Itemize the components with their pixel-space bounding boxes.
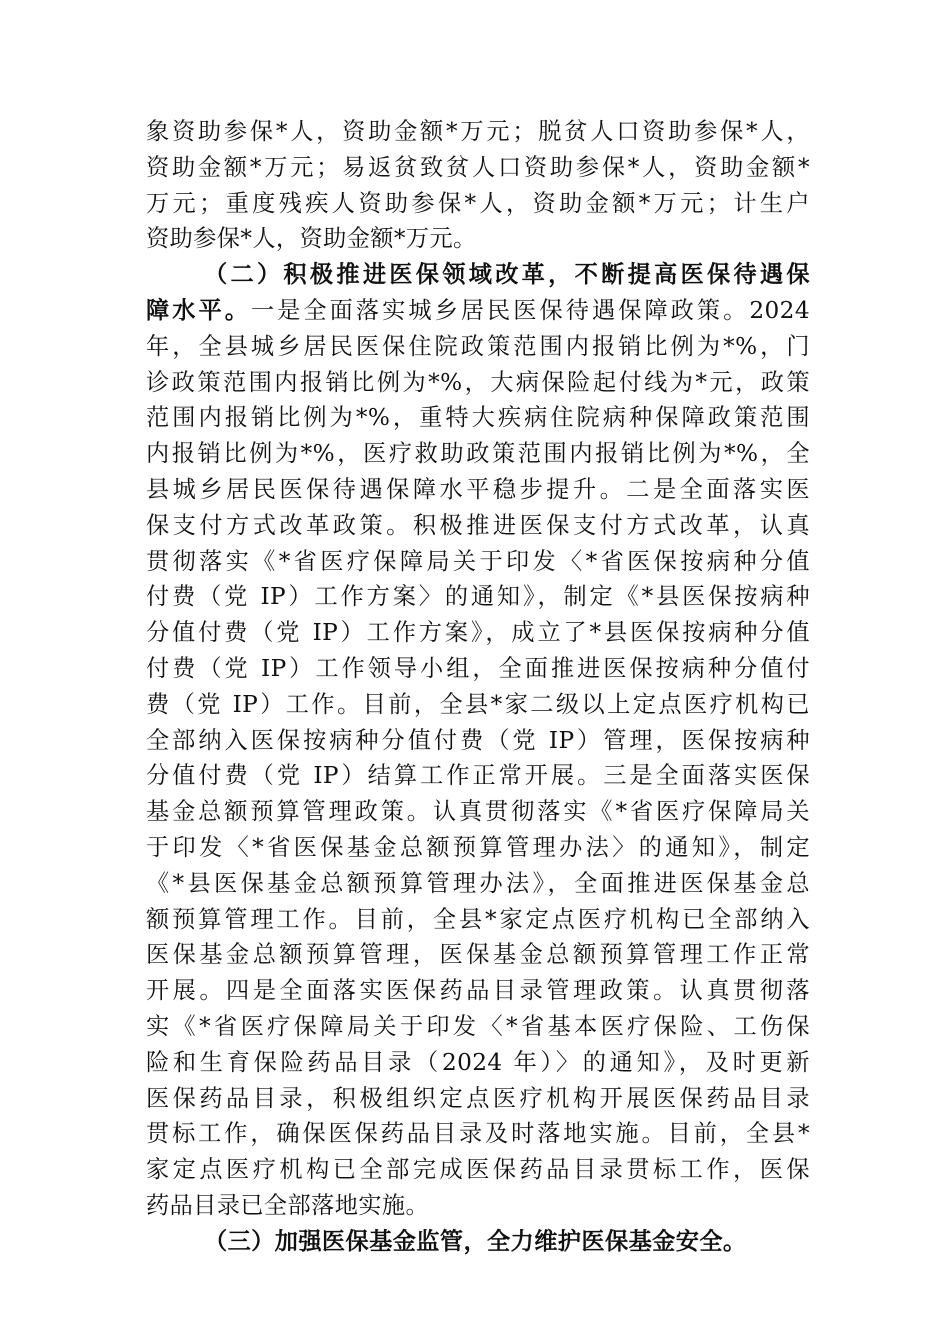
text-run: 一是全面落实城乡居民医保待遇保障政策。2024 [250,296,810,324]
text-line: 付费（党 IP）工作方案〉的通知》，制定《*县医保按病种 [146,583,810,611]
text-line: 费（党 IP）工作。目前，全县*家二级以上定点医疗机构已 [146,690,810,718]
text-line: 万元；重度残疾人资助参保*人，资助金额*万元；计生户 [146,189,810,217]
paragraph-section-2 [146,257,810,1224]
text-line: 贯彻落实《*省医疗保障局关于印发〈*省医保按病种分值 [146,547,810,575]
text-line: 药品目录已全部落地实施。 [146,1191,430,1219]
text-line: 资助金额*万元；易返贫致贫人口资助参保*人，资助金额* [146,153,810,181]
text-line: 医保基金总额预算管理，医保基金总额预算管理工作正常 [146,941,810,969]
section-heading: （二）积极推进医保领域改革，不断提高医保待遇保 [204,261,810,289]
text-line: 险和生育保险药品目录（2024 年）〉的通知》，及时更新 [146,1048,810,1076]
text-line: 分值付费（党 IP）工作方案》，成立了*县医保按病种分值 [146,619,810,647]
text-line: 全部纳入医保按病种分值付费（党 IP）管理，医保按病种 [146,726,810,754]
section-heading-cont: 障水平。 [146,296,251,324]
text-line: 家定点医疗机构已全部完成医保药品目录贯标工作，医保 [146,1156,810,1184]
text-line: 于印发〈*省医保基金总额预算管理办法〉的通知》，制定 [146,833,810,861]
section-heading: （三）加强医保基金监管，全力维护医保基金安全。 [204,1227,747,1255]
text-line: 范围内报销比例为*%，重特大疾病住院病种保障政策范围 [146,404,810,432]
paragraph-subsidy [146,114,810,257]
text-line: 内报销比例为*%，医疗救助政策范围内报销比例为*%，全 [146,440,810,468]
text-line: 资助参保*人，资助金额*万元。 [146,225,477,253]
text-line [146,293,810,329]
paragraph-section-3 [146,1224,810,1260]
text-line: 开展。四是全面落实医保药品目录管理政策。认真贯彻落 [146,977,810,1005]
text-line: 额预算管理工作。目前，全县*家定点医疗机构已全部纳入 [146,905,810,933]
text-line: 县城乡居民医保待遇保障水平稳步提升。二是全面落实医 [146,475,810,503]
text-line: 年，全县城乡居民医保住院政策范围内报销比例为*%，门 [146,332,810,360]
text-line: 分值付费（党 IP）结算工作正常开展。三是全面落实医保 [146,762,810,790]
document-page [146,114,810,1260]
text-line: 贯标工作，确保医保药品目录及时落地实施。目前，全县* [146,1120,810,1148]
text-line: 《*县医保基金总额预算管理办法》，全面推进医保基金总 [146,869,810,897]
text-line: 医保药品目录，积极组织定点医疗机构开展医保药品目录 [146,1084,810,1112]
text-line: 付费（党 IP）工作领导小组，全面推进医保按病种分值付 [146,654,810,682]
text-line: 实《*省医疗保障局关于印发〈*省基本医疗保险、工伤保 [146,1012,810,1040]
text-line: 象资助参保*人，资助金额*万元；脱贫人口资助参保*人， [146,118,810,145]
text-line: 保支付方式改革政策。积极推进医保支付方式改革，认真 [146,511,810,539]
text-line: 诊政策范围内报销比例为*%，大病保险起付线为*元，政策 [146,368,810,396]
text-line: 基金总额预算管理政策。认真贯彻落实《*省医疗保障局关 [146,798,810,826]
